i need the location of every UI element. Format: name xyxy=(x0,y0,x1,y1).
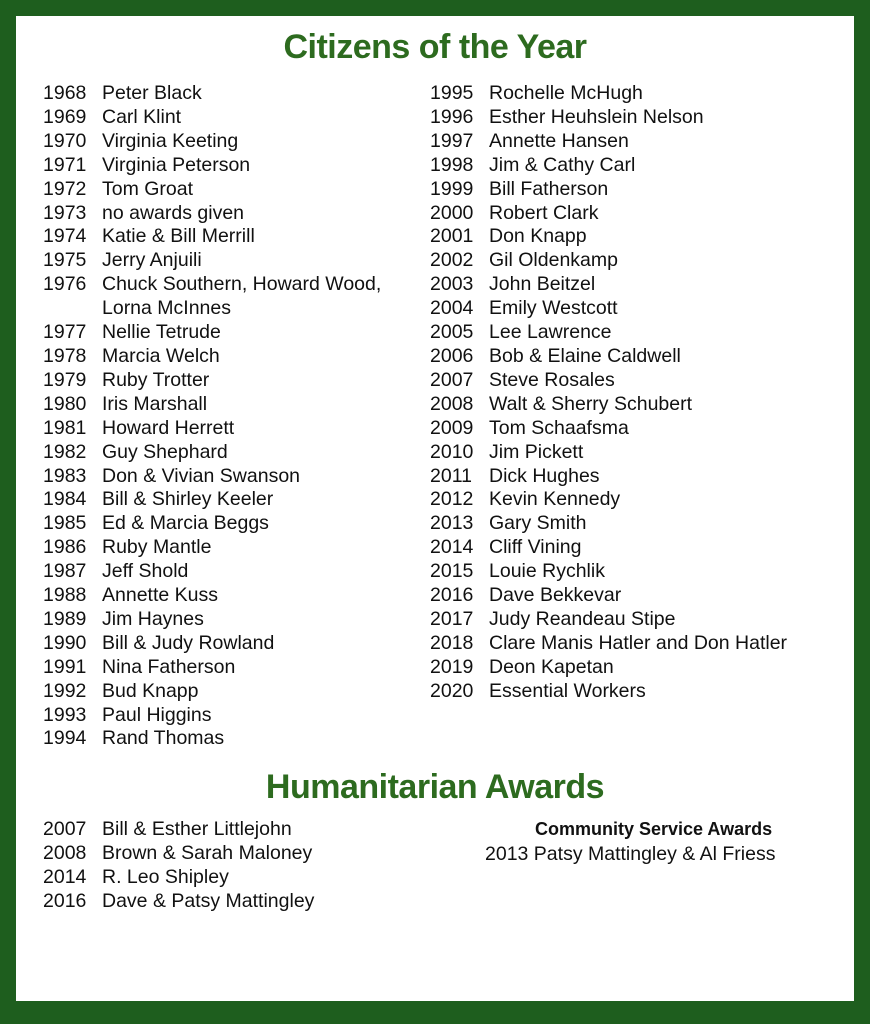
award-year: 2006 xyxy=(430,344,474,367)
award-year: 2012 xyxy=(430,488,474,511)
award-year: 1974 xyxy=(43,225,87,248)
award-recipient: Tom Groat xyxy=(102,177,194,200)
award-recipient: Nina Fatherson xyxy=(102,655,236,678)
award-recipient: Dave & Patsy Mattingley xyxy=(102,889,315,912)
award-year: 2015 xyxy=(430,560,474,583)
award-entry xyxy=(43,273,381,297)
award-recipient: Paul Higgins xyxy=(102,703,212,726)
award-recipient: Louie Rychlik xyxy=(489,560,605,583)
award-recipient: Katie & Bill Merrill xyxy=(102,225,255,248)
award-recipient: Ruby Mantle xyxy=(102,536,212,559)
award-entry xyxy=(43,680,381,704)
award-year: 1992 xyxy=(43,679,87,702)
award-year: 2009 xyxy=(430,416,474,439)
award-year: 1993 xyxy=(43,703,87,726)
award-recipient: Bill & Judy Rowland xyxy=(102,631,275,654)
award-recipient: Esther Heuhslein Nelson xyxy=(489,105,704,128)
award-year: 1989 xyxy=(43,607,87,630)
award-year: 1980 xyxy=(43,392,87,415)
award-year: 2008 xyxy=(430,392,474,415)
award-year: 2003 xyxy=(430,273,474,296)
award-year: 2011 xyxy=(430,464,472,487)
award-recipient: Peter Black xyxy=(102,82,202,104)
citizens-list-left xyxy=(43,82,381,751)
award-recipient: Nellie Tetrude xyxy=(102,321,221,344)
award-recipient: Walt & Sherry Schubert xyxy=(489,392,693,415)
award-year: 1977 xyxy=(43,321,87,344)
award-recipient: Bob & Elaine Caldwell xyxy=(489,344,681,367)
citizens-list-right xyxy=(430,82,787,704)
award-year: 1986 xyxy=(43,536,87,559)
award-year: 1976 xyxy=(43,273,87,296)
award-year: 1978 xyxy=(43,344,87,367)
award-entry xyxy=(43,202,381,226)
award-year: 1995 xyxy=(430,82,474,104)
award-entry xyxy=(430,202,787,226)
award-recipient: Lorna McInnes xyxy=(102,297,231,320)
community-service-entry: 2013 Patsy Mattingley & Al Friess xyxy=(485,843,776,865)
award-recipient: Iris Marshall xyxy=(102,392,208,415)
award-entry xyxy=(430,106,787,130)
award-entry xyxy=(430,584,787,608)
award-recipient: Don & Vivian Swanson xyxy=(102,464,301,487)
award-recipient: Jim & Cathy Carl xyxy=(489,153,636,176)
award-entry xyxy=(430,393,787,417)
award-year: 2014 xyxy=(430,536,474,559)
award-recipient: Clare Manis Hatler and Don Hatler xyxy=(489,631,788,654)
award-entry xyxy=(43,345,381,369)
award-recipient: Essential Workers xyxy=(489,679,646,702)
award-recipient: Jeff Shold xyxy=(102,560,189,583)
award-year: 2002 xyxy=(430,249,474,272)
award-year: 1997 xyxy=(430,129,474,152)
award-recipient: Dave Bekkevar xyxy=(489,584,622,607)
award-entry xyxy=(43,584,381,608)
award-entry xyxy=(430,441,787,465)
award-year: 1996 xyxy=(430,105,474,128)
award-year: 1968 xyxy=(43,82,87,104)
award-year: 2019 xyxy=(430,655,474,678)
award-year: 2016 xyxy=(430,584,474,607)
award-entry xyxy=(430,130,787,154)
award-year: 2001 xyxy=(430,225,474,248)
award-entry xyxy=(430,417,787,441)
award-entry xyxy=(43,369,381,393)
award-year: 1969 xyxy=(43,105,87,128)
award-year: 1991 xyxy=(43,655,87,678)
award-entry xyxy=(43,441,381,465)
humanitarian-list xyxy=(43,818,314,914)
award-entry xyxy=(430,512,787,536)
award-entry xyxy=(43,656,381,680)
award-year: 1984 xyxy=(43,488,87,511)
award-recipient: Annette Kuss xyxy=(102,584,218,607)
award-entry xyxy=(43,632,381,656)
award-entry xyxy=(430,536,787,560)
award-year: 1985 xyxy=(43,512,87,535)
award-entry xyxy=(430,154,787,178)
award-recipient: Bill & Esther Littlejohn xyxy=(102,818,292,840)
award-entry xyxy=(430,321,787,345)
award-recipient: Gary Smith xyxy=(489,512,587,535)
award-entry xyxy=(430,297,787,321)
award-entry xyxy=(43,297,381,321)
award-entry xyxy=(43,321,381,345)
award-recipient: Brown & Sarah Maloney xyxy=(102,841,313,864)
award-recipient: Judy Reandeau Stipe xyxy=(489,607,676,630)
award-entry xyxy=(43,249,381,273)
award-recipient: Gil Oldenkamp xyxy=(489,249,618,272)
award-recipient: Ruby Trotter xyxy=(102,368,210,391)
community-service-title: Community Service Awards xyxy=(535,819,773,839)
award-recipient: Bill Fatherson xyxy=(489,177,609,200)
award-entry xyxy=(430,369,787,393)
award-entry xyxy=(430,632,787,656)
award-recipient: Virginia Peterson xyxy=(102,153,251,176)
award-year: 1983 xyxy=(43,464,87,487)
award-entry xyxy=(43,727,381,751)
award-entry xyxy=(430,608,787,632)
award-recipient: Jerry Anjuili xyxy=(102,249,202,272)
award-recipient: Cliff Vining xyxy=(489,536,582,559)
award-recipient: Robert Clark xyxy=(489,201,599,224)
award-entry xyxy=(43,890,314,914)
award-year: 1979 xyxy=(43,368,87,391)
award-entry xyxy=(43,225,381,249)
award-recipient: Chuck Southern, Howard Wood, xyxy=(102,273,382,296)
award-year: 2020 xyxy=(430,679,474,702)
award-recipient: Steve Rosales xyxy=(489,368,615,391)
award-entry xyxy=(43,130,381,154)
award-year: 1975 xyxy=(43,249,87,272)
award-year: 2007 xyxy=(43,818,87,840)
award-entry xyxy=(43,866,314,890)
award-year: 2018 xyxy=(430,631,474,654)
award-year: 1971 xyxy=(43,153,87,176)
award-entry xyxy=(43,393,381,417)
award-entry xyxy=(430,680,787,704)
award-entry xyxy=(43,488,381,512)
award-recipient: Virginia Keeting xyxy=(102,129,239,152)
award-recipient: Bud Knapp xyxy=(102,679,199,702)
award-entry xyxy=(43,818,314,842)
award-entry xyxy=(430,273,787,297)
award-entry xyxy=(43,82,381,106)
award-recipient: Ed & Marcia Beggs xyxy=(102,512,269,535)
award-entry xyxy=(430,345,787,369)
award-recipient: no awards given xyxy=(102,201,245,224)
award-recipient: R. Leo Shipley xyxy=(102,865,229,888)
award-year: 1994 xyxy=(43,727,87,750)
award-year: 1999 xyxy=(430,177,474,200)
award-year: 2016 xyxy=(43,889,87,912)
award-year: 1998 xyxy=(430,153,474,176)
award-recipient: Jim Haynes xyxy=(102,607,204,630)
award-recipient: Marcia Welch xyxy=(102,344,220,367)
award-recipient: Jim Pickett xyxy=(489,440,584,463)
award-recipient: Annette Hansen xyxy=(489,129,629,152)
award-year: 1982 xyxy=(43,440,87,463)
award-year: 2008 xyxy=(43,841,87,864)
award-entry xyxy=(430,465,787,489)
award-year: 1988 xyxy=(43,584,87,607)
award-recipient: Don Knapp xyxy=(489,225,587,248)
award-entry xyxy=(43,608,381,632)
award-year: 2004 xyxy=(430,297,474,320)
award-recipient: Deon Kapetan xyxy=(489,655,614,678)
award-entry xyxy=(43,704,381,728)
award-year: 1970 xyxy=(43,129,87,152)
award-recipient: Dick Hughes xyxy=(489,464,600,487)
award-year: 2000 xyxy=(430,201,474,224)
award-entry xyxy=(43,417,381,441)
award-year: 2013 xyxy=(430,512,474,535)
award-recipient: John Beitzel xyxy=(489,273,596,296)
award-recipient: Guy Shephard xyxy=(102,440,228,463)
award-recipient: Bill & Shirley Keeler xyxy=(102,488,274,511)
award-entry xyxy=(430,560,787,584)
award-year: 1973 xyxy=(43,201,87,224)
award-entry xyxy=(43,465,381,489)
award-year: 2010 xyxy=(430,440,474,463)
citizens-title: Citizens of the Year xyxy=(283,28,587,66)
award-recipient: Rand Thomas xyxy=(102,727,225,750)
award-recipient: Howard Herrett xyxy=(102,416,235,439)
award-year: 2017 xyxy=(430,607,474,630)
award-recipient: Kevin Kennedy xyxy=(489,488,621,511)
award-year: 2005 xyxy=(430,321,474,344)
humanitarian-title: Humanitarian Awards xyxy=(265,768,605,806)
award-year: 1981 xyxy=(43,416,87,439)
award-entry xyxy=(43,842,314,866)
award-recipient: Emily Westcott xyxy=(489,297,618,320)
award-recipient: Tom Schaafsma xyxy=(489,416,629,439)
award-year: 1987 xyxy=(43,560,87,583)
award-entry xyxy=(430,82,787,106)
award-entry xyxy=(43,560,381,584)
award-entry xyxy=(430,249,787,273)
award-entry xyxy=(43,106,381,130)
award-recipient: Rochelle McHugh xyxy=(489,82,643,104)
award-entry xyxy=(43,154,381,178)
award-entry xyxy=(43,512,381,536)
award-year: 2007 xyxy=(430,368,474,391)
award-year: 1972 xyxy=(43,177,87,200)
award-list-panel xyxy=(16,16,854,1001)
award-entry xyxy=(430,488,787,512)
award-entry xyxy=(430,656,787,680)
award-year: 2014 xyxy=(43,865,87,888)
award-recipient: Lee Lawrence xyxy=(489,321,612,344)
award-entry xyxy=(430,225,787,249)
award-entry xyxy=(43,536,381,560)
award-year: 1990 xyxy=(43,631,87,654)
award-recipient: Carl Klint xyxy=(102,105,182,128)
award-entry xyxy=(430,178,787,202)
award-entry xyxy=(43,178,381,202)
